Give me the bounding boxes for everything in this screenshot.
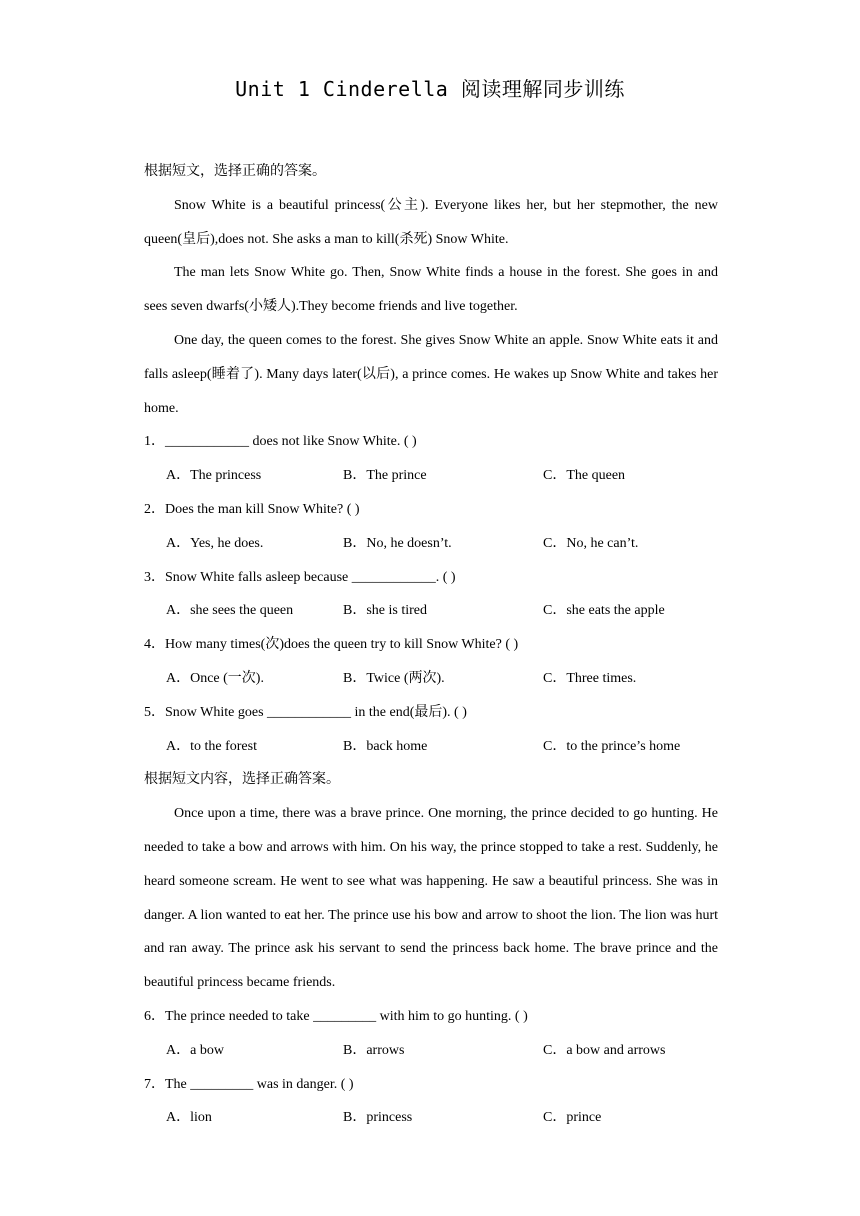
document-content: [144, 155, 718, 1135]
question-3: 3．Snow White falls asleep because ____________. ( ): [144, 569, 456, 585]
option-c: C．prince: [543, 1110, 602, 1126]
question-3-options: [144, 594, 718, 628]
passage1-paragraph: Snow White is a beautiful princess(公主). Everyone likes her, but her stepmother, the new queen(皇后),does not. She asks a man to kill(杀死) Snow White.: [144, 197, 718, 247]
question-1-options: [144, 459, 718, 493]
question-2: 2．Does the man kill Snow White? ( ): [144, 501, 360, 517]
question-6-options: [144, 1034, 718, 1068]
question-4-options: [144, 662, 718, 696]
option-b: B．she is tired: [343, 603, 427, 619]
question-7-options: [144, 1101, 718, 1135]
section2-instruction: 根据短文内容，选择正确答案。: [144, 772, 340, 788]
option-a: A．lion: [166, 1110, 212, 1126]
question-4: 4．How many times(次)does the queen try to kill Snow White? ( ): [144, 637, 519, 653]
option-c: C．a bow and arrows: [543, 1042, 666, 1058]
option-c: C．she eats the apple: [543, 603, 665, 619]
question-1: 1．____________ does not like Snow White. ( ): [144, 434, 417, 450]
option-b: B．Twice (两次).: [343, 670, 445, 686]
option-b: B．The prince: [343, 468, 427, 484]
option-c: C．The queen: [543, 468, 626, 484]
option-b: B．back home: [343, 738, 428, 754]
passage1-paragraph: One day, the queen comes to the forest. She gives Snow White an apple. Snow White eats it and falls asleep(睡着了). Many days later(以后), a prince comes. He wakes up Snow White and takes her home.: [144, 332, 718, 416]
section1-instruction: 根据短文，选择正确的答案。: [144, 164, 326, 179]
question-6: 6．The prince needed to take _________ with him to go hunting. ( ): [144, 1008, 528, 1024]
question-2-options: [144, 527, 718, 561]
option-b: B．princess: [343, 1110, 413, 1126]
option-a: A．Once (一次).: [166, 670, 264, 686]
option-c: C．No, he can’t.: [543, 535, 639, 551]
option-c: C．Three times.: [543, 670, 637, 686]
option-b: B．No, he doesn’t.: [343, 535, 452, 551]
option-a: A．to the forest: [166, 738, 257, 754]
question-5-options: [144, 730, 718, 764]
document-title: Unit 1 Cinderella 阅读理解同步训练: [235, 77, 625, 101]
question-7: 7．The _________ was in danger. ( ): [144, 1076, 354, 1092]
option-a: A．a bow: [166, 1042, 224, 1058]
passage2-paragraph: Once upon a time, there was a brave prince. One morning, the prince decided to go hunting. He needed to take a bow and arrows with him. On his way, the prince stopped to take a rest. Suddenly, he heard someone scream. He went to see what was happening. He saw a beautiful princess. She was in danger. A lion wanted to eat her. The prince use his bow and arrow to shoot the lion. The lion was hurt and ran away. The prince ask his servant to send the princess back home. The brave prince and the beautiful princess became friends.: [144, 806, 718, 991]
option-b: B．arrows: [343, 1042, 405, 1058]
option-a: A．The princess: [166, 468, 262, 484]
passage1-paragraph: The man lets Snow White go. Then, Snow White finds a house in the forest. She goes in and sees seven dwarfs(小矮人).They become friends and live together.: [144, 265, 718, 315]
option-a: A．Yes, he does.: [166, 535, 264, 551]
question-5: 5．Snow White goes ____________ in the end(最后). ( ): [144, 704, 467, 720]
option-a: A．she sees the queen: [166, 603, 294, 619]
option-c: C．to the prince’s home: [543, 738, 681, 754]
